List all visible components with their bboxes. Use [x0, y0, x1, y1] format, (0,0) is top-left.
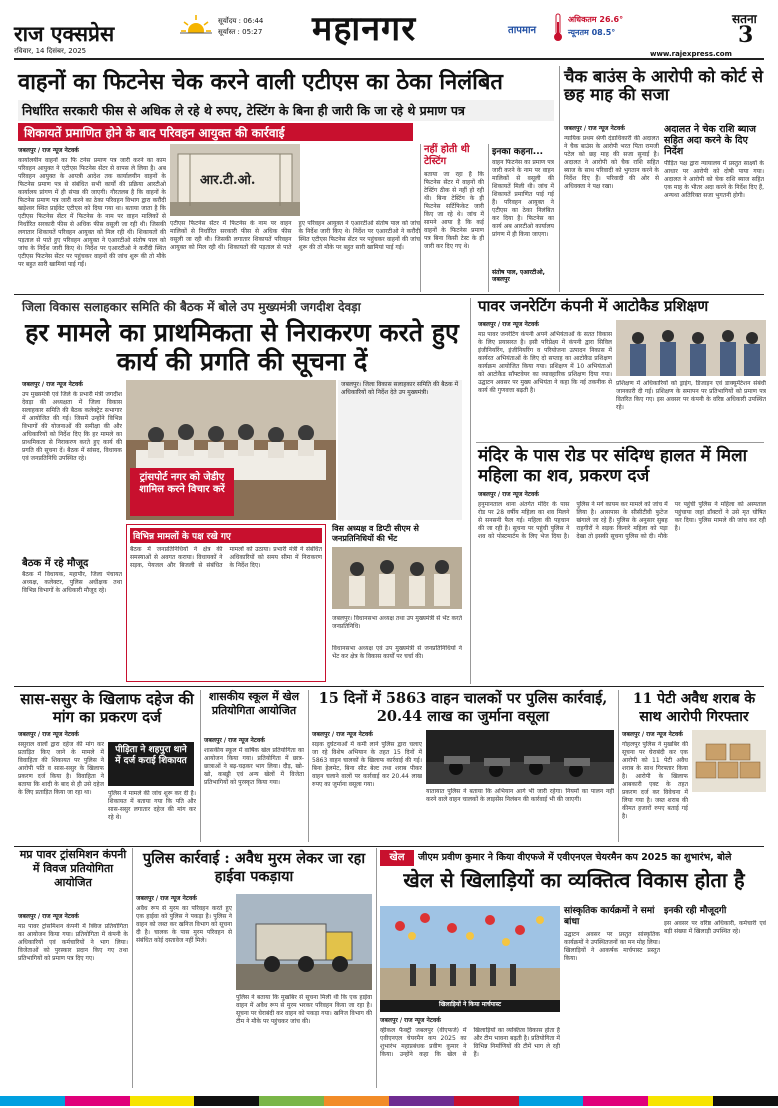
transco-column [18, 912, 128, 1088]
issue-date: रविवार, 14 दिसंबर, 2025 [14, 47, 87, 55]
cheque-sub-body: पीड़ित पक्ष द्वारा न्यायालय में प्रस्तुत साक्ष्यों के आधार पर आरोपी को दोषी पाया गया। अदालत ने आरोपी को चेक राशि ब्याज सहित एक माह के भीतर अदा करने के निर्देश दिए हैं, अन्यथा अतिरिक्त सजा भुगतनी होगी। [664, 160, 764, 199]
autocad-headline: पावर जनरेटिंग कंपनी में आटोकैड प्रशिक्षण [478, 297, 709, 315]
autocad-body: मप्र पावर जनरेटिंग कंपनी अपने अभियंताओं के सतत विकास के लिए प्रयासरत है। इसी परिप्रेक्ष्य में कंपनी द्वारा सिविल इंजीनियरिंग, इंजीनियरिंग व परियोजना उत्पादन निकास में कार्यरत अभियंताओं के लिए दो सप्ताह का आटोकैड प्रशिक्षण कार्यक्रम आयोजित किया गया। प्रशिक्षण में 10 अभियंताओं को आटोकैड सॉफ्टवेयर का व्यावहारिक प्रशिक्षण दिया गया। उद्घाटन अवसर पर मुख्य अभियंता ने कहा कि नई तकनीक से कार्य की गुणवत्ता बढ़ती है। [478, 331, 612, 394]
liquor-byline: जबलपुर / राज न्यूज नेटवर्क [622, 731, 683, 738]
review-sub-body: बैठक में विधायक, महापौर, जिला पंचायत अध्यक्ष, कलेक्टर, पुलिस अधीक्षक तथा विभिन्न विभागों के अधिकारी मौजूद रहे। [22, 571, 122, 594]
cheque-column-b [664, 124, 764, 292]
edition-name: सतना [732, 12, 757, 26]
cheque-headline: चैक बाउंस के आरोपी को कोर्ट से छह माह की सजा [564, 67, 764, 105]
vehicles-body-2: यातायात पुलिस ने बताया कि अभियान आगे भी जारी रहेगा। नियमों का पालन नहीं करने वाले वाहन चालकों के लाइसेंस निलंबन की कार्रवाई भी की जाएगी। [426, 788, 614, 803]
masthead [0, 0, 778, 64]
temple-body-2: पुलिस के अनुसार सुबह राहगीरों ने सड़क किनारे महिला को पड़ा देखा तो इसकी सूचना पुलिस को दी। मौके पर पहुंची पुलिस ने महिला को अस्पताल पहुंचाया जहां डॉक्टरों ने उसे मृत घोषित कर दिया। पुलिस मामले की जांच कर रही है। [576, 501, 766, 540]
cultural-box [564, 906, 660, 1088]
review-photo-caption: जबलपुर। जिला विकास सलाहकार समिति की बैठक में अधिकारियों को निर्देश देते उप मुख्यमंत्री। [338, 380, 462, 520]
page-number: 3 [738, 22, 754, 48]
official-quote [488, 144, 554, 292]
cheque-byline: जबलपुर / राज न्यूज नेटवर्क [564, 125, 625, 132]
vehicles-byline: जबलपुर / राज न्यूज नेटवर्क [312, 731, 373, 738]
review-overlay-box: ट्रांसपोर्ट नगर को जेडीए शामिल करने विचार करें [130, 468, 234, 516]
temple-byline: जबलपुर / राज न्यूज नेटवर्क [478, 491, 539, 498]
liquor-seized-photo [692, 730, 766, 792]
march-past-photo [380, 906, 560, 1010]
cultural-title: सांस्कृतिक कार्यक्रमों ने समां बांधा [564, 906, 655, 927]
police-headline: पुलिस कार्रवाई : अवैध मुरम लेकर जा रहा हाईवा पकड़ाया [142, 850, 366, 885]
liquor-divider [618, 690, 619, 842]
dowry-body-2: पुलिस ने मामले की जांच शुरू कर दी है। शिकायत में बताया गया कि पति और सास-ससुर लगातार दहेज की मांग कर रहे थे। [108, 790, 196, 821]
autocad-byline: जबलपुर / राज न्यूज नेटवर्क [478, 321, 539, 328]
thermometer-icon [552, 12, 564, 42]
speaker-meeting-body: विधानसभा अध्यक्ष एवं उप मुख्यमंत्री से जनप्रतिनिधियों ने भेंट कर क्षेत्र के विकास कार्यों पर चर्चा की। [332, 645, 462, 660]
presence-body: इस अवसर पर वरिष्ठ अधिकारी, कर्मचारी एवं बड़ी संख्या में खिलाड़ी उपस्थित रहे। [664, 920, 766, 935]
lead-kicker: शिकायतें प्रमाणित होने के बाद परिवहन आयुक्त की कार्रवाई [18, 123, 413, 141]
color-registration-bar [0, 1096, 778, 1106]
temple-headline: मंदिर के पास रोड पर संदिग्ध हालत में मिला महिला का शव, प्रकरण दर्ज [478, 446, 748, 486]
school-body: शासकीय स्कूल में वार्षिक खेल प्रतियोगिता का आयोजन किया गया। प्रतियोगिता में छात्र-छात्राओं ने बढ़-चढ़कर भाग लिया। दौड़, खो-खो, कबड्डी एवं अन्य खेलों में विजेता प्रतिभागियों को पुरस्कृत किया गया। [204, 747, 304, 786]
lead-body: कार्यालयीन वाहनों का फि टनेस प्रमाण पत्र जारी करने का काम परिवहन आयुक्त ने एटीएस फिटनेस सेंटर से वापस ले लिया है। अब परिवहन आयुक्त के आयत्री आदेश तक कार्यालयीन वाहनों के फिटनेस प्रमाण पत्र से संबंधित सभी कार्यों की प्रक्रिया आरटीओ कार्यालय प्रांगण में ही संपन्न की जाएगी। गौरतलब है कि वाहनों के फिटनेस प्रमाण पत्र जारी करने का ठेका परिवहन विभाग द्वारा करौंदी खड़ेश्वर स्थित प्राईवेट एटीएस को दिया गया था। बताया जाता है कि एटीएस फिटनेस सेंटर में फिटनेस के नाम पर वाहन मालिकों से निर्धारित सरकारी फीस से अधिक फीस वसूली जा रही थी। जिसकी लगातार शिकायतें परिवहन आयुक्त को मिल रही थी। शिकायतों की पड़ताल से पाते हुए परिवहन आयुक्त ने एआरटीओ संतोष पाल को जांच के निर्देश जारी किए थे। निर्देश पर एआरटीओ ने करौंदी स्थित एटीएस फिटनेस सेंटर पर पहुंचकर वाहनों की जांच शुरू की तो मौके पर बहुत सारी खामियां पाई गईं। [18, 157, 166, 268]
dowry-highlight-box: पीड़िता ने शहपुरा थाने में दर्ज कराई शिकायत [108, 742, 194, 786]
lead-subhead: निर्धारित सरकारी फीस से अधिक ले रहे थे रुपए, टेस्टिंग के बिना ही जारी कि जा रहे थे प्रमाण पत्र [18, 100, 554, 121]
school-headline: शासकीय स्कूल में खेल प्रतियोगिता आयोजित [208, 690, 300, 717]
rto-sign-text: आर.टी.ओ. [200, 173, 256, 188]
hyva-truck-photo [236, 894, 372, 990]
temple-rule [476, 442, 764, 443]
temple-body [478, 501, 766, 681]
autocad-training-photo [616, 320, 766, 376]
sports-byline: जबलपुर / राज न्यूज नेटवर्क [380, 1017, 441, 1024]
vehicles-photo [426, 730, 614, 784]
section-rule-3 [14, 846, 764, 847]
official-quote-title: इनका कहना... [492, 147, 544, 157]
masthead-rule [14, 58, 764, 60]
lead-column-b [170, 220, 420, 292]
brand-name[interactable]: राज एक्सप्रेस [14, 21, 115, 46]
dowry-headline: सास-ससुर के खिलाफ दहेज की मांग का प्रकरण दर्ज [20, 690, 194, 726]
sunrise-time: सूर्योदय : 06:44 [218, 17, 264, 25]
dowry-body: ससुराल वालों द्वारा दहेज की मांग कर प्रताड़ित किए जाने के मामले में विवाहिता की शिकायत पर पुलिस ने आरोपी पति व सास-ससुर के खिलाफ प्रकरण दर्ज किया है। विवाहिता ने बताया कि शादी के बाद से ही उसे दहेज के लिए प्रताड़ित किया जा रहा था। [18, 741, 104, 796]
vehicles-column-a [312, 730, 422, 842]
lead-column-a [18, 146, 166, 292]
sports-tag: खेल [380, 850, 414, 866]
official-quote-body: वाहन फिटनेस का प्रमाण पत्र जारी करने के नाम पर वाहन मालिकों से वसूली की शिकायतें मिली थी। जांच में शिकायतें प्रमाणित पाई गई हैं। परिवहन आयुक्त ने एटीएस का ठेका निलंबित कर दिया है। फिटनेस का कार्य अब आरटीओ कार्यालय प्रांगण में ही किया जाएगा। [492, 159, 554, 238]
temperature-label: तापमान [508, 25, 537, 36]
review-byline: जबलपुर / राज न्यूज नेटवर्क [22, 381, 83, 388]
temple-body-1: हनुमानताल थाना अंतर्गत मंदिर के पास रोड पर 28 वर्षीय महिला का शव मिलने से सनसनी फैल गई। महिला की पहचान की जा रही है। सूचना पर पहुंची पुलिस ने शव को पोस्टमार्टम के लिए भेज दिया है। पुलिस ने मर्ग कायम कर मामले को जांच में लिया है। आसपास के सीसीटीवी फुटेज खंगाले जा रहे हैं। [478, 501, 668, 540]
review-body: उप मुख्यमंत्री एवं जिले के प्रभारी मंत्री जगदीश देवड़ा की अध्यक्षता में जिला विकास सलाहकार समिति की बैठक कलेक्ट्रेट सभागार में आयोजित की गई। जिसमें उन्होंने विभिन्न विभागों की योजनाओं की समीक्षा की और अधिकारियों को निर्देश दिए कि हर मामले का प्राथमिकता से निराकरण करते हुए कार्य की प्रगति की सूचना दें। बैठक में सांसद, विधायक एवं जनप्रतिनिधि उपस्थित रहे। [22, 391, 122, 462]
autocad-column-a [478, 320, 612, 438]
testing-sidebar-title: नहीं होती थी टेस्टिंग [424, 144, 470, 167]
sports-kicker: जीएम प्रवीण कुमार ने किया वीएफजे में एवीएनएल चेयरमैन कप 2025 का शुभारंभ, बोले [418, 852, 732, 863]
review-column-a [22, 380, 122, 682]
lead-body-continued: एटीएस फिटनेस सेंटर में फिटनेस के नाम पर वाहन मालिकों से निर्धारित सरकारी फीस से अधिक फीस वसूली जा रही थी। जिसकी लगातार शिकायतें परिवहन आयुक्त को मिल रही थी। शिकायतों की पड़ताल से पाते हुए परिवहन आयुक्त ने एआरटीओ संतोष पाल को जांच के निर्देश जारी किए थे। निर्देश पर एआरटीओ ने करौंदी स्थित एटीएस फिटनेस सेंटर पर पहुंचकर वाहनों की जांच शुरू की तो मौके पर बहुत सारी खामियां पाई गईं। [170, 220, 420, 251]
sports-column [380, 1016, 560, 1088]
vehicles-body: सड़क दुर्घटनाओं में कमी लाने पुलिस द्वारा चलाए जा रहे विशेष अभियान के तहत 15 दिनों में 5863 वाहन चालकों के खिलाफ कार्रवाई की गई। बिना हेलमेट, बिना सीट बेल्ट तथा शराब पीकर वाहन चलाने वालों पर कार्रवाई कर 20.44 लाख रुपए का जुर्माना वसूला गया। [312, 741, 422, 788]
section-rule-2 [14, 686, 764, 687]
sun-icon [180, 14, 212, 38]
section-title: महानगर [312, 9, 417, 49]
school-divider [200, 690, 201, 842]
cultural-body: उद्घाटन अवसर पर प्रस्तुत सांस्कृतिक कार्यक्रमों ने उपस्थितजनों का मन मोह लिया। खिलाड़ियों ने आकर्षक मार्चपास्ट प्रस्तुत किया। [564, 931, 660, 962]
transco-body: मप्र पावर ट्रांसमिशन कंपनी में क्विज प्रतियोगिता का आयोजन किया गया। प्रतियोगिता में कंपनी के अधिकारियों एवं कर्मचारियों ने भाग लिया। विजेताओं को पुरस्कार प्रदान किए गए तथा प्रतिभागियों को प्रमाण पत्र दिए गए। [18, 923, 128, 962]
right-column-divider [559, 66, 560, 292]
school-column [204, 736, 304, 842]
cheque-body: न्यायिक प्रथम श्रेणी दंडाधिकारी की अदालत ने चैक बाउंस के आरोपी भरत पिता रामजी पटेल को छह माह की सजा सुनाई है। अदालत ने आरोपी को चैक राशि सहित ब्याज के साथ परिवादी को भुगतान करने के निर्देश दिए हैं। परिवादी की ओर से अधिवक्ता ने पक्ष रखा। [564, 135, 659, 190]
speaker-meeting [332, 524, 462, 682]
speaker-meeting-title: विस अध्यक्ष व डिप्टी सीएम से जनप्रतिनिधियों की भेंट [332, 524, 419, 543]
school-byline: जबलपुर / राज न्यूज नेटवर्क [204, 737, 265, 744]
sports-body: व्हीकल फैक्ट्री जबलपुर (वीएफजे) में एवीएनएल चेयरमैन कप 2025 का शुभारंभ महाप्रबंधक प्रवीण कुमार ने किया। उन्होंने कहा कि खेल से खिलाड़ियों का व्यक्तित्व विकास होता है और टीम भावना बढ़ती है। प्रतियोगिता में विभिन्न निर्माणियों की टीमें भाग ले रही हैं। [380, 1027, 560, 1058]
site-url[interactable]: www.rajexpress.com [650, 50, 732, 58]
presence-box [664, 906, 766, 1088]
testing-sidebar-body: बताया जा रहा है कि फिटनेस सेंटर में वाहनों की टेस्टिंग ठीक से नहीं हो रही थी। बिना टेस्टिंग के ही फिटनेस सर्टिफिकेट जारी किए जा रहे थे। जांच में सामने आया है कि कई वाहनों के फिटनेस प्रमाण पत्र बिना किसी टेस्ट के ही जारी कर दिए गए थे। [424, 171, 484, 250]
review-kicker: जिला विकास सलाहकार समिति की बैठक में बोले उप मुख्यमंत्री जगदीश देवड़ा [22, 300, 361, 314]
sports-divider [376, 848, 377, 1088]
police-body: अवैध रूप से मुरम का परिवहन करते हुए एक हाईवा को पुलिस ने पकड़ा है। पुलिस ने वाहन को जब्त कर खनिज विभाग को सूचना दी है। चालक के पास मुरम परिवहन से संबंधित कोई दस्तावेज नहीं मिले। [136, 905, 232, 944]
presence-title: इनकी रही मौजूदगी [664, 906, 727, 916]
police-body-2: पुलिस ने बताया कि मुखबिर से सूचना मिली थी कि एक हाईवा वाहन में अवैध रूप से मुरम भरकर परिवहन किया जा रहा है। सूचना पर घेराबंदी कर वाहन को पकड़ा गया। खनिज विभाग की टीम ने मौके पर पहुंचकर जांच की। [236, 994, 372, 1025]
sports-headline: खेल से खिलाड़ियों का व्यक्तित्व विकास होता है [403, 868, 745, 892]
testing-sidebar [420, 144, 484, 292]
autocad-column-b [616, 380, 766, 438]
transco-headline: मप्र पावर ट्रांसमिशन कंपनी में विवज प्रतियोगिता आयोजित [19, 848, 127, 889]
official-quote-signature: संतोष पाल, एआरटीओ, जबलपुर [492, 269, 545, 283]
cheque-subhead: अदालत ने चेक राशि ब्याज सहित अदा करने के दिए निर्देश [664, 124, 756, 157]
autocad-body-2: प्रशिक्षण में अधिकारियों को ड्राइंग, डिजाइन एवं डाक्यूमेंटेशन संबंधी जानकारी दी गई। प्रशिक्षण के समापन पर प्रतिभागियों को प्रमाण पत्र वितरित किए गए। इस अवसर पर कंपनी के वरिष्ठ अधिकारी उपस्थित रहे। [616, 380, 766, 411]
police-column [136, 894, 232, 1088]
max-temperature: अधिकतम 26.6° [568, 15, 624, 24]
review-inset-title: विभिन्न मामलों के पक्ष रखे गए [130, 528, 322, 543]
cheque-column-a [564, 124, 659, 292]
review-inset-box [126, 524, 326, 682]
speaker-meeting-photo [332, 547, 462, 609]
transco-byline: जबलपुर / राज न्यूज नेटवर्क [18, 913, 79, 920]
dowry-byline: जबलपुर / राज न्यूज नेटवर्क [18, 731, 79, 738]
section-rule-1 [14, 294, 764, 295]
liquor-body: गोहलपुर पुलिस ने मुखबिर की सूचना पर घेराबंदी कर एक आरोपी को 11 पेटी अवैध शराब के साथ गिरफ्तार किया है। आरोपी के खिलाफ आबकारी एक्ट के तहत प्रकरण दर्ज कर विवेचना में लिया गया है। जब्त शराब की कीमत हजारों रुपए बताई गई है। [622, 741, 688, 820]
review-inset-body: बैठक में जनप्रतिनिधियों ने क्षेत्र की समस्याओं से अवगत कराया। विधायकों ने सड़क, पेयजल और बिजली से संबंधित मामलों को उठाया। प्रभारी मंत्री ने संबंधित अधिकारियों को समय सीमा में निराकरण के निर्देश दिए। [130, 546, 322, 569]
lead-byline: जबलपुर / राज न्यूज नेटवर्क [18, 147, 79, 154]
police-divider [132, 848, 133, 1088]
lead-headline: वाहनों का फिटनेस चेक करने वाली एटीएस का ठेका निलंबित [18, 69, 503, 95]
vehicles-headline: 15 दिनों में 5863 वाहन चालकों पर पुलिस कार्रवाई, 20.44 लाख का जुर्माना वसूला [318, 690, 608, 725]
review-headline: हर मामले का प्राथमिकता से निराकरण करते हुए कार्य की प्रगति की सूचना दें [25, 318, 459, 376]
rto-office-photo [170, 144, 300, 216]
liquor-column [622, 730, 688, 842]
police-byline: जबलपुर / राज न्यूज नेटवर्क [136, 895, 197, 902]
speaker-meeting-caption: जबलपुर। विधानसभा अध्यक्ष तथा उप मुख्यमंत्री से भेंट करते जनप्रतिनिधि। [332, 615, 462, 630]
review-subhead: बैठक में रहे मौजूद [22, 558, 89, 569]
march-past-caption: खिलाड़ियों ने किया मार्चपास्ट [380, 1000, 560, 1012]
liquor-headline: 11 पेटी अवैध शराब के साथ आरोपी गिरफ्तार [632, 691, 756, 725]
temple-columns [478, 490, 766, 684]
sunset-time: सूर्यास्त : 05:27 [218, 28, 263, 36]
min-temperature: न्यूनतम 08.5° [568, 28, 616, 37]
mid-column-divider [470, 298, 471, 684]
vehicles-divider [308, 690, 309, 842]
